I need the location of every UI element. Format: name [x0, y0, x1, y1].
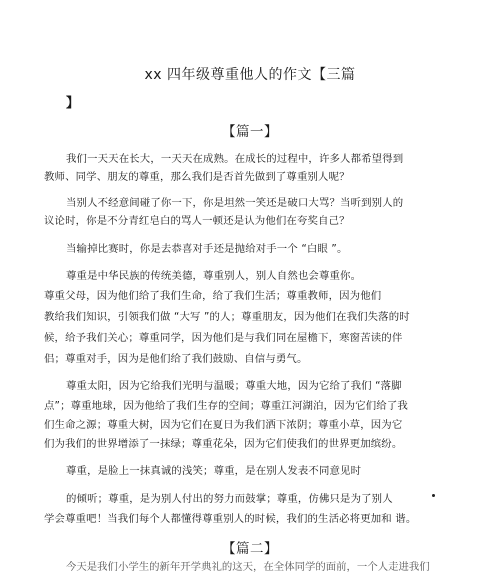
section-heading-2: 【篇二】 — [222, 541, 278, 557]
paragraph-line: 尊重太阳，因为它给我们光明与温暖；尊重大地，因为它给了我们 “落脚 — [66, 380, 402, 392]
paragraph-line: 点”；尊重地球，因为他给了我们生存的空间；尊重江河湖泊，因为它们给了我 — [44, 400, 408, 412]
document-title: xx 四年级尊重他人的作文【三篇 — [144, 67, 356, 83]
paragraph-line: 们生命之源；尊重大树，因为它们在夏日为我们洒下浓阴；尊重小草，因为它 — [44, 419, 403, 431]
paragraph-line: 候，给予我们关心；尊重同学，因为他们是与我们同在屋檐下，寒窗苦读的伴 — [44, 332, 403, 344]
document-title-continued: 】 — [66, 96, 80, 111]
paragraph-line-cut: 今天是我们小学生的新年开学典礼的这天，在全体同学的面前，一个人走进我们 — [66, 561, 430, 573]
stray-dot — [432, 494, 435, 497]
paragraph-line: 尊重，是脸上一抹真诚的浅笑；尊重，是在别人发表不同意见时 — [66, 465, 362, 477]
paragraph-line: 我们一天天在长大，一天天在成熟。在成长的过程中，许多人都希望得到 — [66, 153, 404, 165]
paragraph-line: 学会尊重吧！当我们每个人都懂得尊重别人的时候，我们的生活必将更加和 谐。 — [44, 513, 417, 525]
paragraph-line: 尊重父母，因为他们给了我们生命，给了我们生活；尊重教师，因为他们 — [44, 290, 382, 302]
cut-off-line — [0, 556, 500, 573]
paragraph-line: 教师、同学、朋友的尊重，那么我们是否首先做到了尊重别人呢？ — [44, 171, 350, 183]
paragraph-line: 侣；尊重对手，因为是他们给了我们鼓励、自信与勇气。 — [44, 353, 308, 365]
section-heading-1: 【篇一】 — [222, 124, 278, 140]
paragraph-line: 们为我们的世界增添了一抹绿；尊重花朵，因为它们使我们的世界更加缤纷。 — [44, 438, 403, 450]
paragraph-line: 教给我们知识，引领我们做 “大写 ”的人；尊重朋友，因为他们在我们失落的时 — [44, 311, 410, 323]
paragraph-line: 的倾听；尊重，是为别人付出的努力而鼓掌；尊重，仿佛只是为了别人 — [66, 493, 393, 505]
paragraph-line: 当别人不经意间碰了你一下，你是坦然一笑还是破口大骂？当听到别人的 — [66, 197, 404, 209]
paragraph-line: 议论时，你是不分青红皂白的骂人一顿还是认为他们在夸奖自己？ — [44, 215, 350, 227]
paragraph-line: 当输掉比赛时，你是去恭喜对手还是抛给对手一个 “白眼 ”。 — [66, 243, 348, 255]
paragraph-line: 尊重是中华民族的传统美德，尊重别人，别人自然也会尊重你。 — [66, 270, 362, 282]
